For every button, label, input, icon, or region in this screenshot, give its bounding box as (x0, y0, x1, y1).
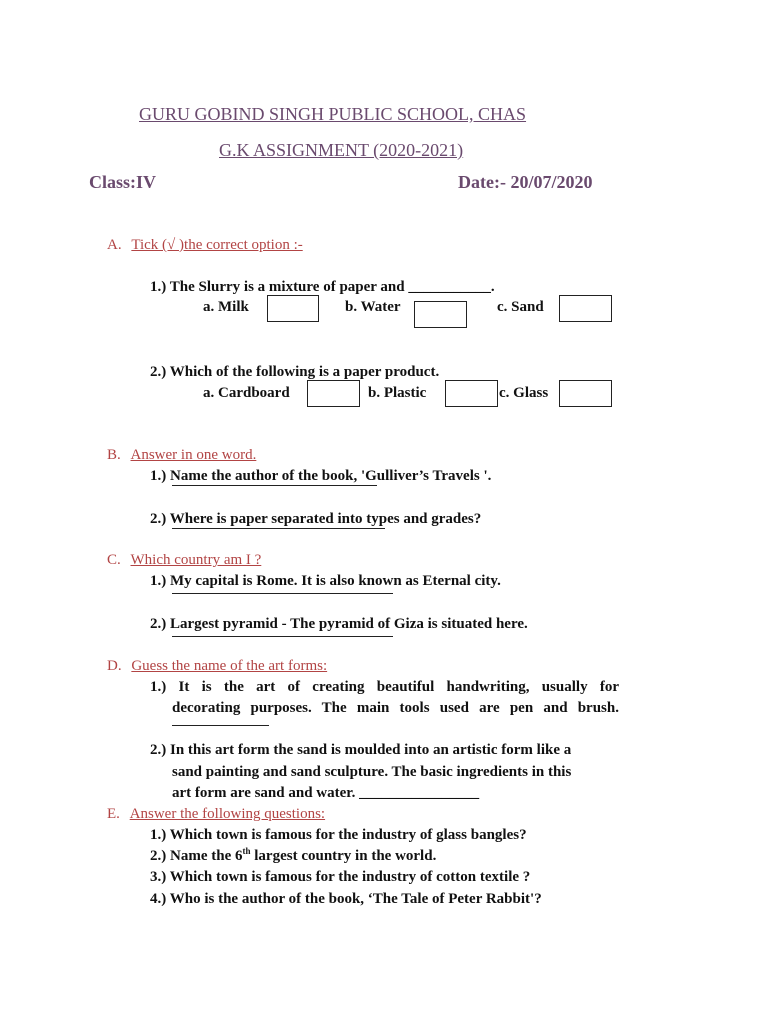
answer-line-c2[interactable] (172, 636, 393, 637)
tick-box-a1-a[interactable] (267, 295, 319, 322)
section-b-heading (107, 446, 256, 464)
section-b-marker: B. (107, 447, 121, 463)
section-e-heading (107, 805, 325, 823)
question-b1: 1.) Name the author of the book, 'Gulliver’s Travels '. (150, 468, 492, 484)
school-name: GURU GOBIND SINGH PUBLIC SCHOOL, CHAS (139, 104, 527, 124)
option-a1-a: a. Milk (203, 299, 249, 315)
question-d2-line1: 2.) In this art form the sand is moulded into an artistic form like a (150, 742, 572, 758)
section-c-title: Which country am I ? (130, 552, 262, 568)
tick-box-a1-b[interactable] (414, 301, 467, 328)
question-e1: 1.) Which town is famous for the industry of glass bangles? (150, 827, 527, 843)
section-b-title: Answer in one word. (130, 447, 257, 463)
option-a2-c: c. Glass (499, 385, 549, 401)
option-a2-b: b. Plastic (368, 385, 427, 401)
option-a1-b: b. Water (345, 299, 401, 315)
section-a-marker: A. (107, 237, 122, 253)
tick-box-a2-c[interactable] (559, 380, 612, 407)
option-a2-a: a. Cardboard (203, 385, 290, 401)
question-e2-post: largest country in the world. (250, 848, 437, 864)
question-a1: 1.) The Slurry is a mixture of paper and ___________. (150, 279, 495, 295)
section-a-heading (107, 236, 303, 254)
question-d2-line3: art form are sand and water. ________________ (172, 785, 480, 801)
section-a-title: Tick (√ )the correct option :- (131, 237, 303, 253)
section-e-title: Answer the following questions: (129, 806, 326, 822)
question-d1-line1: 1.) It is the art of creating beautiful handwriting, usually for (150, 679, 619, 695)
tick-box-a1-c[interactable] (559, 295, 612, 322)
answer-line-b2[interactable] (172, 528, 385, 529)
section-c-heading (107, 551, 261, 569)
question-d2-line2: sand painting and sand sculpture. The basic ingredients in this (172, 764, 572, 780)
assignment-title: G.K ASSIGNMENT (2020-2021) (219, 140, 464, 160)
answer-line-d1[interactable] (172, 725, 269, 726)
question-c1: 1.) My capital is Rome. It is also known as Eternal city. (150, 573, 501, 589)
section-c-marker: C. (107, 552, 121, 568)
question-b2: 2.) Where is paper separated into types and grades? (150, 511, 482, 527)
class-label: Class:IV (89, 172, 157, 192)
answer-line-c1[interactable] (172, 593, 393, 594)
answer-line-b1[interactable] (172, 485, 377, 486)
section-d-title: Guess the name of the art forms: (131, 658, 328, 674)
option-a1-c: c. Sand (497, 299, 544, 315)
question-a2: 2.) Which of the following is a paper product. (150, 364, 440, 380)
section-e-marker: E. (107, 806, 120, 822)
section-d-marker: D. (107, 658, 122, 674)
question-e4: 4.) Who is the author of the book, ‘The Tale of Peter Rabbit'? (150, 891, 542, 907)
question-e2-pre: 2.) Name the 6 (150, 848, 243, 864)
question-d1-line2: decorating purposes. The main tools used are pen and brush. (172, 700, 619, 716)
question-c2: 2.) Largest pyramid - The pyramid of Giza is situated here. (150, 616, 528, 632)
date-label: Date:- 20/07/2020 (458, 172, 593, 192)
tick-box-a2-a[interactable] (307, 380, 360, 407)
tick-box-a2-b[interactable] (445, 380, 498, 407)
question-e2 (150, 847, 436, 865)
section-d-heading (107, 657, 327, 675)
question-e3: 3.) Which town is famous for the industry of cotton textile ? (150, 869, 531, 885)
question-e2-sup: th (242, 846, 251, 856)
